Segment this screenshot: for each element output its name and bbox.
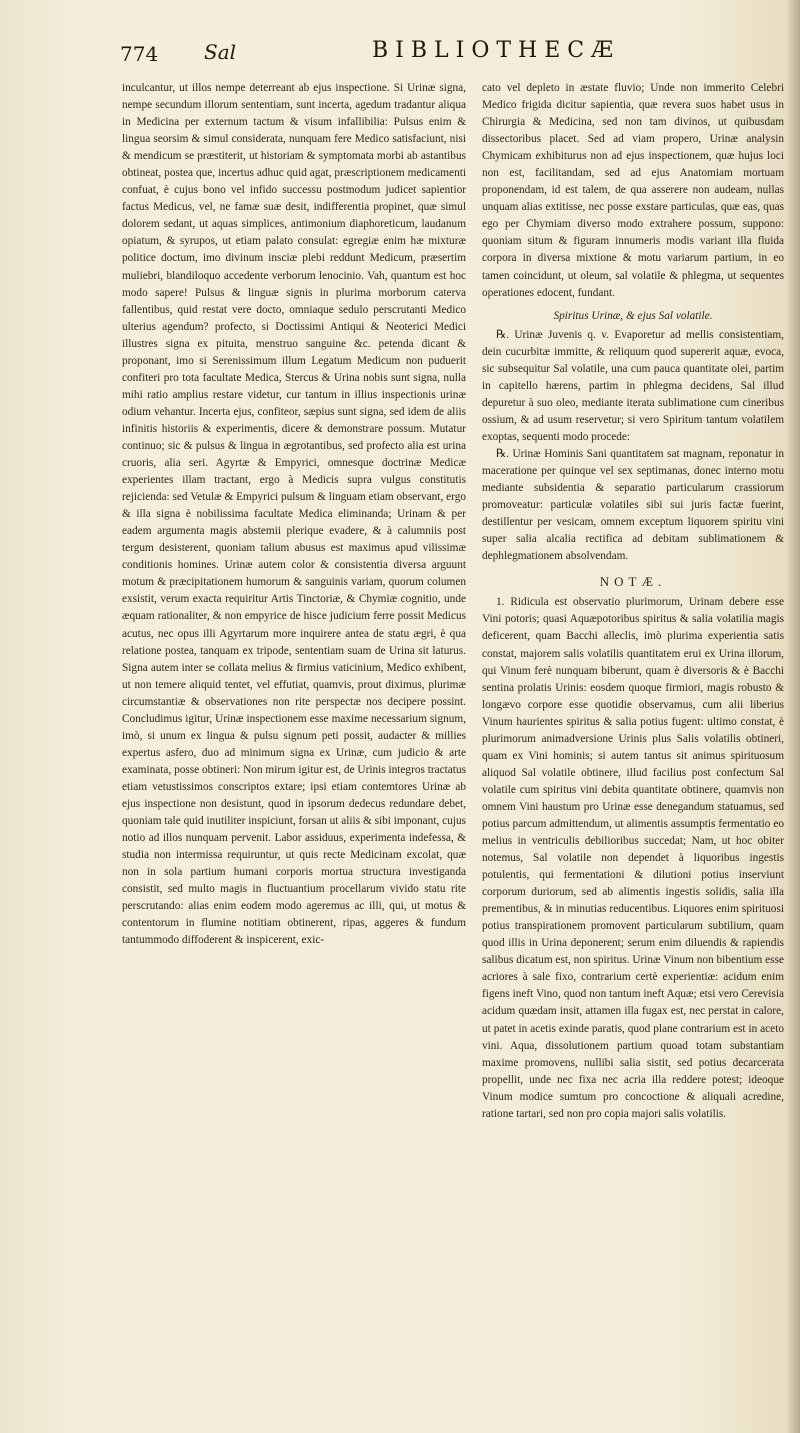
running-head: BIBLIOTHECÆ: [372, 38, 621, 63]
notae-heading: NOTÆ.: [599, 574, 667, 590]
notae-paragraph: 1. Ridicula est observatio plurimorum, Urinam debere esse Vini potoris; quasi Aquæpotoribus spiritus & salia volatilia magis deficerent, quam Bacchi alleclis, imò plurima experientia satis constat, majorem salis volatilis quantitatem erui ex Urina illorum, qui Vinum ferè nunquam biberunt, quam è diversoris & è Bacchi sentina prolatis Urinis: eosdem quoque firmiori, magis robusto & longævo corpore esse quotidie observamus, cum alii liberius Vinum haurientes spiritus & salia potius fugent: ultimo constat, è plurimorum animadversione Urinis plus Salis volatilis obtineri, quam ex Vini hominis; si autem tantus sit animus spirituosum aliquod Sal volatile obtinere, illud facilius post confectum Sal volatile cum spiritus vini debita quantitate obtinere, quamvis non omnem Vini haustum pro Urinæ esse denegandum statuamus, sed potius parcum admittendum, ut alimentis assumptis fermentatio eo melius in ventriculis debilioribus succedat; Nam, ut hoc obiter notemus, Sal volatile non dependet à liquoribus ingestis potulentis, qui fermentationi & dilutioni potius inserviunt corporum duriorum, sed ab alimentis ingestis solidis, salia illa prementibus, & in minutias reducentibus. Liquores enim spirituosi potius transpirationem promovent particularum subtilium, quam quod illis in Urina deponerent; serum enim diluendis & rapiendis salibus dicatum est, non spiritus. Urinæ Vinum non bibentium esse acriores à sale fixo, contrarium certè experientiæ: acidum enim figens ineft Vino, quod non tantum ineft Aquæ; etsi vero Cerevisia acidum quædam insit, attamen illa fugax est, nec perstat in calore, ut patet in acetis exinde paratis, quod plane contrarium est in aceto vini. Aqua, dissolutionem partium quoad totam substantiam maxime promovens, nullibi salia sistit, sed potius decarcerata propellit, unde nec fixa nec acria illa reddere potest; ideoque Vinum modice sumtum pro concoctione & aliquali acredine, ratione tartari, sed non pro copia majori salis volatilis.: [482, 596, 784, 1120]
right-paragraph-1: cato vel depleto in æstate fluvio; Unde non immerito Celebri Medico frigida dicitur sapientia, quæ revera suos habet usus in Chirurgia & Medicina, sed non tam divinos, ut quibusdam dissectoribus placet. Sed ad viam propero, Urinæ analysin Chymicam exhibiturus non ad ejus inspectionem, quæ hujus loci non est, facilitandam, sed ad ejus Anatomiam mortuam proponendam, id est talem, de qua asserere non audeam, nullas unquam alias extitisse, nec posse exstare particulas, quæ eas, quas ego per Chymiam diverso modo extrahere possum, suppono: quoniam situm & figuram innumeris modis variant illa fluida corpora in diversa mixtione & motu variarum partium, in eo tamen coincidunt, ut oleum, sal volatile & phlegma, ut sequentes operationes edocent, fundant.: [482, 82, 784, 299]
section-heading-spiritus: Spiritus Urinæ, & ejus Sal volatile.: [553, 309, 713, 322]
left-column: [122, 80, 466, 949]
recipe-paragraph-2: ℞. Urinæ Hominis Sani quantitatem sat magnam, reponatur in maceratione per quinque vel sex septimanas, donec interno motu mediante subsidentia & separatio particularum crassiorum promoveatur: particulæ volatiles sibi sui juris factæ fuerint, destillentur per vesicam, omnem exceptum liquorem spiritu vini super salia alcalia rectifica ad debitam sublimationem & dephlegmationem absolvendam.: [482, 447, 784, 563]
running-head-short: Sal: [204, 40, 237, 64]
page-header: [120, 36, 780, 76]
left-column-text: inculcantur, ut illos nempe deterreant ab ejus inspectione. Si Urinæ signa, nempe secundum illorum sententiam, sunt incerta, agedum tradantur aliqua in Medicina per externum tactum & visum infallibilia: Pulsus enim & lingua seorsim & simul considerata, nunquam fere Medico satisfaciunt, nisi & mendicum se præstiterit, ut historiam & symptomata morbi ab astantibus obtineat, postea que, incertus adhuc quid agat, præscriptionem medicamenti confuat, è cujus bono vel infido successu postmodum judicet sapientior factus Medicus, vel, ne famæ suæ desit, indifferentia propinet, quæ simul dolorem sedant, ut aquas simplices, antimonium diaphoreticum, laudanum opiatum, & syrupos, ut etiam palato consulat: egregiæ enim hæ mixturæ politice doctum, imo divinum insciæ plebi reddunt Medicum, præsertim muliebri, blandiloquo accedente verborum lenocinio. Vah, quantum est hoc modo sapere! Pulsus & linguæ signis in plurima morborum caterva fallentibus, quid restat vere docto, omniaque sedulo perscrutanti Medico ulterius agendum? profecto, si Doctissimi Antiqui & Neoterici Medici illustres signa ex pituita, menstruo sanguine &c. petenda dicant & proponant, imo si Serenissimum illum Legatum Medicum non puduerit confiteri pro tota facultate Medica, Stercus & Urina nobis sunt signa, nulla mihi ratio amplius restare videtur, cur tantum in illius inspectionis urinæ odium vehantur. Incerta ejus, confiteor, sæpius sunt signa, sed idem de aliis infinitis historiis & experimentis, dicere & demonstrare possum. Mutatur continuo; sic & pulsus & lingua in ægrotantibus, sed profecto alia est urina cruoris, alia seri. Agyrtæ & Empyrici, omnesque doctrinæ Medicæ experientes illam tractant, ergo à Medicis supra vulgus constitutis rejicienda: sed Vetulæ & Empyrici pulsum & linguam etiam observant, ergo & illa signa è nobilissima facultate Medica eliminanda; Urinam & per eadem argumenta magis abstemii plerique evadere, & à calumniis post tergum desisterent, quoniam talium abusus est maximus apud vilissimæ conditionis homines. Urinæ autem color & consistentia diversa arguunt motum & præcipitationem humorum & sanguinis variam, quorum columen exsistit, verum exacta requiritur Artis Tinctoriæ, & Chymiæ cognitio, unde æquam rationaliter, & non empyrice de hisce judicium ferre possit Medicus acutus, nec opus illi Agyrtarum more inquirere antea de statu ægri, è qua relatione postea, tanquam ex tripode, sententiam suam de Urina sit laturus. Signa autem inter se collata melius & firmius vaticinium, Medico exhibent, ut non temere aliquid tentet, vel effutiat, quamvis, prout diximus, plurimæ circumstantiæ & observationes non rite perspectæ nos decipere possint. Concludimus igitur, Urinæ inspectionem esse maxime necessarium signum, imò, si unum ex lingua & pulsu signum peti possit, audacter & millies expertus asfero, duo ad minimum signa ex Urinæ, cum judicio & arte examinata, posse obtineri: Non mirum igitur est, de Urinis integros tractatus etiam vetustissimos conscriptos extare; ipsi etiam contemtores Urinæ ab ejus inspectione non desistunt, quod in ipsorum dedecus redundare debet, quoniam tale quid inutiliter inspiciunt, forsan ut aliis & sibi imponant, cujus notio ad illos nunquam pervenit. Labor assiduus, experimenta indefessa, & studia non intermissa requiruntur, ut quis recte Medicinam excolat, quæ non in sola partium humani corporis mortua structura investiganda consistit, sed multo magis in fluctuantium procellarum vivido statu rite perscrutando: alias enim eodem modo ageremus ac illi, qui, ut motus & contentorum in flumine notitiam obtinerent, ripas, aggeres & fundum tantummodo diffoderent & inspicerent, exic-: [122, 82, 466, 947]
recipe-paragraph-1: ℞. Urinæ Juvenis q. v. Evaporetur ad mellis consistentiam, dein cucurbitæ immitte, & reliquum quod supererit aquæ, evoca, sic subsequitur Sal volatile, una cum pauca quantitate olei, partim in capitello hærens, partim in phlegma decidens, Sal illud depuretur à suo oleo, mediante iterata sublimatione cum cineribus ossium, & ad usum reservetur; si vero Spiritum tantum volatilem exoptas, sequenti modo procede:: [482, 328, 784, 443]
page-edge-shadow: [786, 0, 800, 1433]
right-column: [482, 80, 784, 1123]
page-number: 774: [120, 42, 159, 66]
